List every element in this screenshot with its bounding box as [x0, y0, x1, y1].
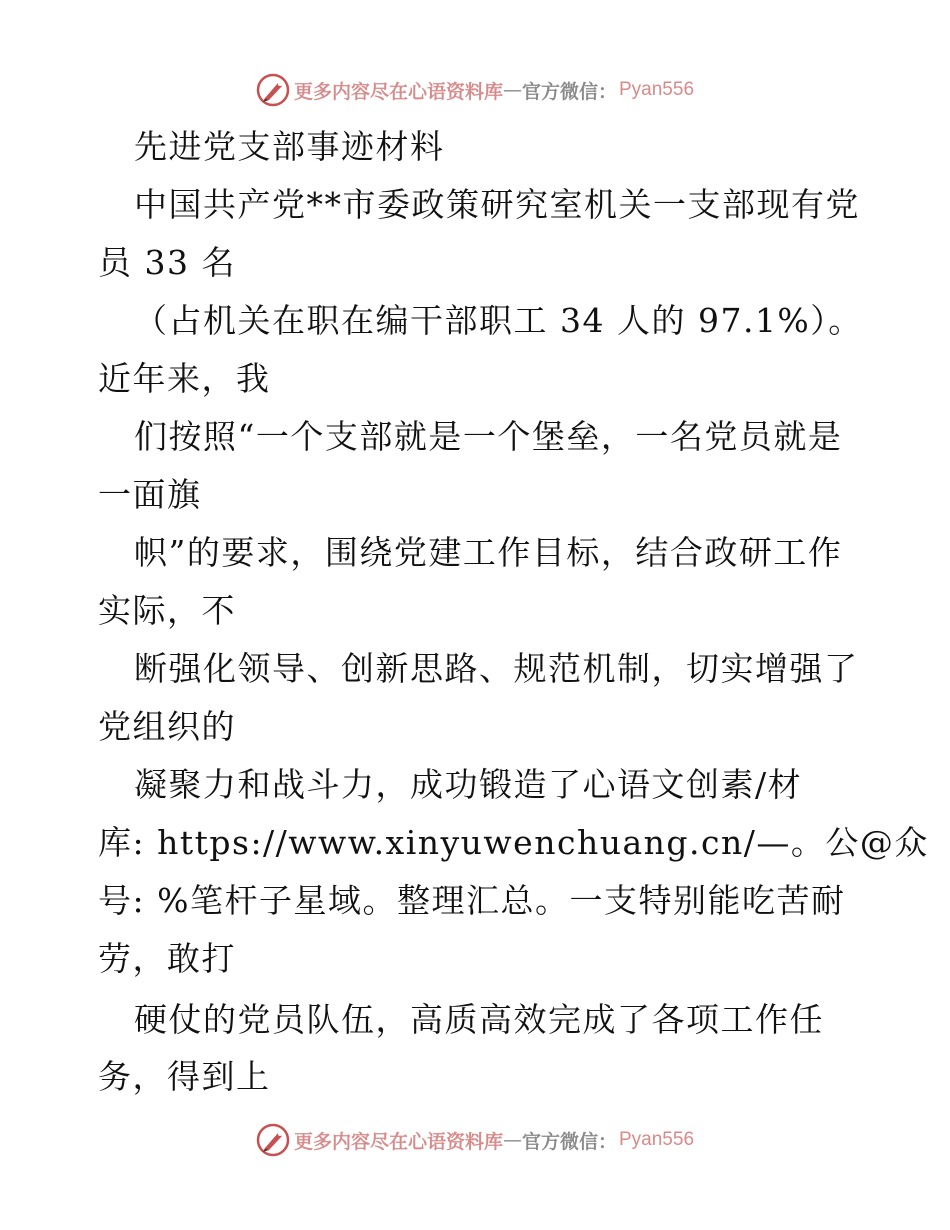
text-line: 务，得到上 — [98, 1057, 271, 1096]
footer-watermark-banner — [0, 1120, 950, 1160]
text-line: 硬仗的党员队伍，高质高效完成了各项工作任 — [134, 1000, 824, 1039]
text-line: 中国共产党**市委政策研究室机关一支部现有党 — [134, 185, 860, 224]
text-line: 们按照“一个支部就是一个堡垒，一名党员就是 — [134, 417, 843, 456]
text-line: 员 33 名 — [98, 243, 236, 282]
text-line: 党组织的 — [98, 707, 236, 746]
banner-wechat-id: Pyan556 — [619, 79, 695, 100]
document-title: 先进党支部事迹材料 — [134, 127, 445, 166]
banner-wechat-id: Pyan556 — [619, 1129, 695, 1150]
text-line: 号: %笔杆子星域。整理汇总。一支特别能吃苦耐 — [98, 881, 846, 920]
pen-logo-icon — [256, 1123, 290, 1157]
banner-separator: — — [502, 79, 522, 101]
text-line: 近年来，我 — [98, 359, 271, 398]
text-line: 帜”的要求，围绕党建工作目标，结合政研工作 — [134, 533, 843, 572]
banner-wechat-label: 官方微信： — [521, 80, 617, 103]
text-line: 劳，敢打 — [98, 939, 236, 978]
banner-separator: — — [502, 1129, 522, 1151]
text-line: 断强化领导、创新思路、规范机制，切实增强了 — [134, 649, 859, 688]
text-line: 库: https://www.xinyuwenchuang.cn/—。公@众 — [98, 823, 929, 862]
text-line: 凝聚力和战斗力，成功锻造了心语文创素/材 — [134, 765, 803, 804]
text-line: （占机关在职在编干部职工 34 人的 97.1%）。 — [134, 301, 863, 340]
banner-main-text: 更多内容尽在心语资料库 — [293, 80, 503, 103]
text-line: 实际，不 — [98, 591, 236, 630]
banner-wechat-label: 官方微信： — [521, 1130, 617, 1153]
banner-main-text: 更多内容尽在心语资料库 — [293, 1130, 503, 1153]
text-line: 一面旗 — [98, 475, 202, 514]
